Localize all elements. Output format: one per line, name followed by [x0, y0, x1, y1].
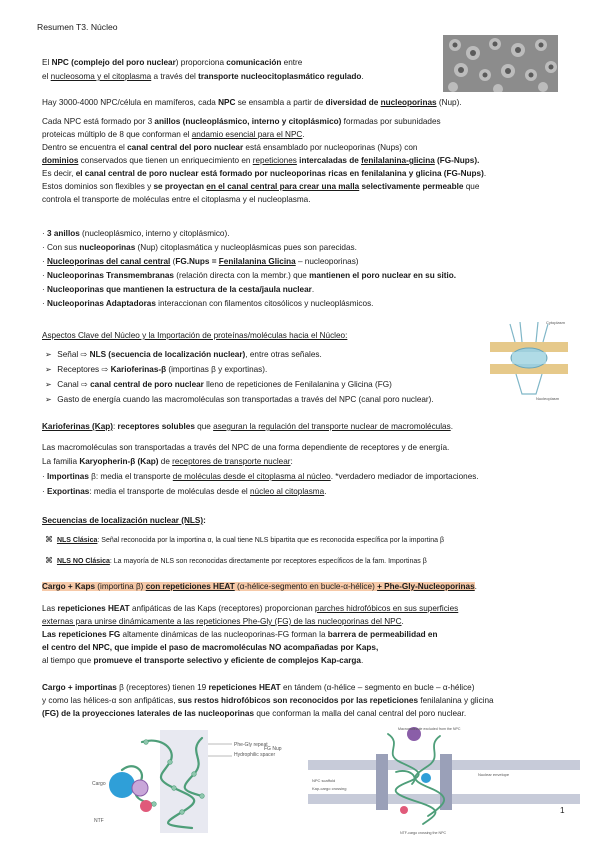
karyopherins-line-1: Karioferinas (Kap): receptores solubles que aseguran la regulación del transporte nuclear de macromoléculas. [42, 422, 453, 431]
final-paragraph-line-1: Cargo + importinas β (receptores) tienen 19 repeticiones HEAT en tándem (α-hélice – segmento en bucle – α-hélice) [42, 683, 475, 692]
key-aspect-2: ➢ Receptores ⇨ Karioferinas-β (importinas β y exportinas). [45, 365, 268, 374]
npc-scaffold-label: NPC scaffold [312, 778, 336, 783]
implies-arrow-icon: ⇨ [80, 380, 88, 389]
nuclear-envelope-label: Nuclear envelope [478, 772, 510, 777]
implies-arrow-icon: ⇨ [80, 350, 88, 359]
ring-bullet-4: · Nucleoporinas Transmembranas (relación directa con la membr.) que mantienen el poro nuclear en su sitio. [42, 271, 457, 280]
heat-paragraph-line-1: Las repeticiones HEAT anfipáticas de las Kaps (receptores) proporcionan parches hidrofóbicos en sus superficies [42, 604, 459, 613]
cargo-label: Cargo [92, 781, 106, 787]
phe-gly-repeat-label: Phe-Gly repeat [234, 742, 268, 748]
karyopherins-line-5: · Exportinas: media el transporte de moléculas desde el núcleo al citoplasma. [42, 487, 327, 496]
karyopherins-line-2: Las macromoléculas son transportadas a través del NPC de una forma dependiente de receptores y de energía. [42, 443, 450, 452]
key-aspect-4: ➢ Gasto de energía cuando las macromoléculas son transportadas a través del NPC (canal poro nuclear). [45, 395, 434, 404]
ntf-label: NTF [94, 818, 104, 824]
command-bullet-icon: ⌘ [45, 556, 53, 565]
command-bullet-icon: ⌘ [45, 535, 53, 544]
macromolecule-excluded-label: Macromolecule excluded from the NPC [398, 727, 461, 731]
ring-bullet-6: · Nucleoporinas Adaptadoras interaccionan con filamentos citosólicos y nucleoplásmicos. [42, 299, 374, 308]
npc-micrograph-image [443, 35, 558, 92]
structure-line-3: Dentro se encuentra el canal central del poro nuclear está ensamblado por nucleoporinas (Nups) con [42, 143, 418, 152]
heat-paragraph-line-5: al tiempo que promueve el transporte selectivo y eficiente de complejos Kap-carga. [42, 656, 364, 665]
key-aspect-1: ➢ Señal ⇨ NLS (secuencia de localización nuclear), entre otras señales. [45, 350, 322, 359]
key-aspects-heading: Aspectos Clave del Núcleo y la Importación de proteínas/moléculas hacia el Núcleo: [42, 331, 348, 340]
npc-channel-mesh-figure [308, 724, 580, 836]
arrow-bullet-icon: ➢ [45, 380, 52, 389]
fg-nup-label: FG Nup [264, 746, 282, 752]
arrow-bullet-icon: ➢ [45, 350, 52, 359]
ring-bullet-1: · 3 anillos (nucleoplásmico, interno y citoplásmico). [42, 229, 230, 238]
kap-cargo-crossing-label: Kap-cargo crossing [312, 786, 347, 791]
ring-bullet-5: · Nucleoporinas que mantienen la estructura de la cesta/jaula nuclear. [42, 285, 315, 294]
structure-line-6: Estos dominios son flexibles y se proyectan en el canal central para crear una malla selectivamente permeable que [42, 182, 480, 191]
structure-line-2: proteicas múltiplo de 8 que conforman el andamio esencial para el NPC. [42, 130, 305, 139]
cytoplasm-label: Cytoplasm [546, 320, 565, 325]
ring-bullet-3: · Nucleoporinas del canal central (FG.Nups = Fenilalanina Glicina – nucleoporinas) [42, 257, 359, 266]
npc-structure-diagram [490, 316, 568, 402]
arrow-bullet-icon: ➢ [45, 365, 52, 374]
nls-heading: Secuencias de localización nuclear (NLS): [42, 516, 206, 525]
karyopherins-line-3: La familia Karyopherin-β (Kap) de receptores de transporte nuclear: [42, 457, 293, 466]
intro-line-3: Hay 3000-4000 NPC/célula en mamíferos, cada NPC se ensambla a partir de diversidad de nucleoporinas (Nup). [42, 98, 462, 107]
final-paragraph-line-3: (FG) de la proyecciones laterales de las nucleoporinas que conforman la malla del canal central del poro nuclear. [42, 709, 467, 718]
structure-line-1: Cada NPC está formado por 3 anillos (nucleoplásmico, interno y citoplásmico) formadas por subunidades [42, 117, 441, 126]
nls-classic-item: ⌘ NLS Clásica: Señal reconocida por la importina α, la cual tiene NLS bipartita que es reconocida específica por la importina β [45, 535, 445, 544]
nls-nonclassic-item: ⌘ NLS NO Clásica: La mayoría de NLS son reconocidas directamente por receptores específicos de la fam. Importinas β [45, 556, 427, 565]
structure-line-7: controla el transporte de moléculas entre el citoplasma y el nucleoplasma. [42, 195, 311, 204]
heat-paragraph-line-3: Las repeticiones FG altamente dinámicas de las nucleoporinas-FG forman la barrera de permeabilidad en [42, 630, 438, 639]
arrow-bullet-icon: ➢ [45, 395, 52, 404]
page-header-title: Resumen T3. Núcleo [37, 22, 118, 32]
page-number: 1 [560, 806, 565, 815]
key-aspect-3: ➢ Canal ⇨ canal central de poro nuclear lleno de repeticiones de Fenilalanina y Glicina (FG) [45, 380, 392, 389]
final-paragraph-line-2: y como las hélices-α son anfipáticas, sus restos hidrofóbicos son reconocidos por las repeticiones fenilalanina y glicina [42, 696, 494, 705]
heat-paragraph-line-4: el centro del NPC, que impide el paso de macromoléculas NO acompañadas por Kaps, [42, 643, 379, 652]
structure-line-4: dominios conservados que tienen un enriquecimiento en repeticiones intercaladas de fenilalanina-glicina (FG-Nups). [42, 156, 480, 165]
heat-highlight-line: Cargo + Kaps (importina β) con repeticiones HEAT (α-hélice-segmento en bucle-α-hélice) + Phe-Gly-Nucleoporinas. [42, 582, 477, 591]
implies-arrow-icon: ⇨ [101, 365, 109, 374]
nucleoplasm-label: Nucleoplasm [536, 396, 560, 401]
ring-bullet-2: · Con sus nucleoporinas (Nup) citoplasmática y nucleoplásmicas pues son parecidas. [42, 243, 357, 252]
karyopherins-line-4: · Importinas β: media el transporte de moléculas desde el citoplasma al núcleo. *verdadero mediador de importaciones. [42, 472, 479, 481]
ntf-cargo-crossing-label: NTF-cargo crossing the NPC [400, 831, 447, 835]
intro-line-1: El NPC (complejo del poro nuclear) proporciona comunicación entre [42, 58, 303, 67]
heat-paragraph-line-2: externas para unirse dinámicamente a las repeticiones Phe-Gly (FG) de las nucleoporinas del NPC. [42, 617, 404, 626]
structure-line-5: Es decir, el canal central de poro nuclear está formado por nucleoporinas ricas en fenilalanina y glicina (FG-Nups). [42, 169, 487, 178]
intro-line-2: el nucleosoma y el citoplasma a través del transporte nucleocitoplasmático regulado. [42, 72, 364, 81]
fg-nup-cargo-figure [82, 730, 295, 833]
hydrophilic-spacer-label: Hydrophilic spacer [234, 752, 276, 758]
